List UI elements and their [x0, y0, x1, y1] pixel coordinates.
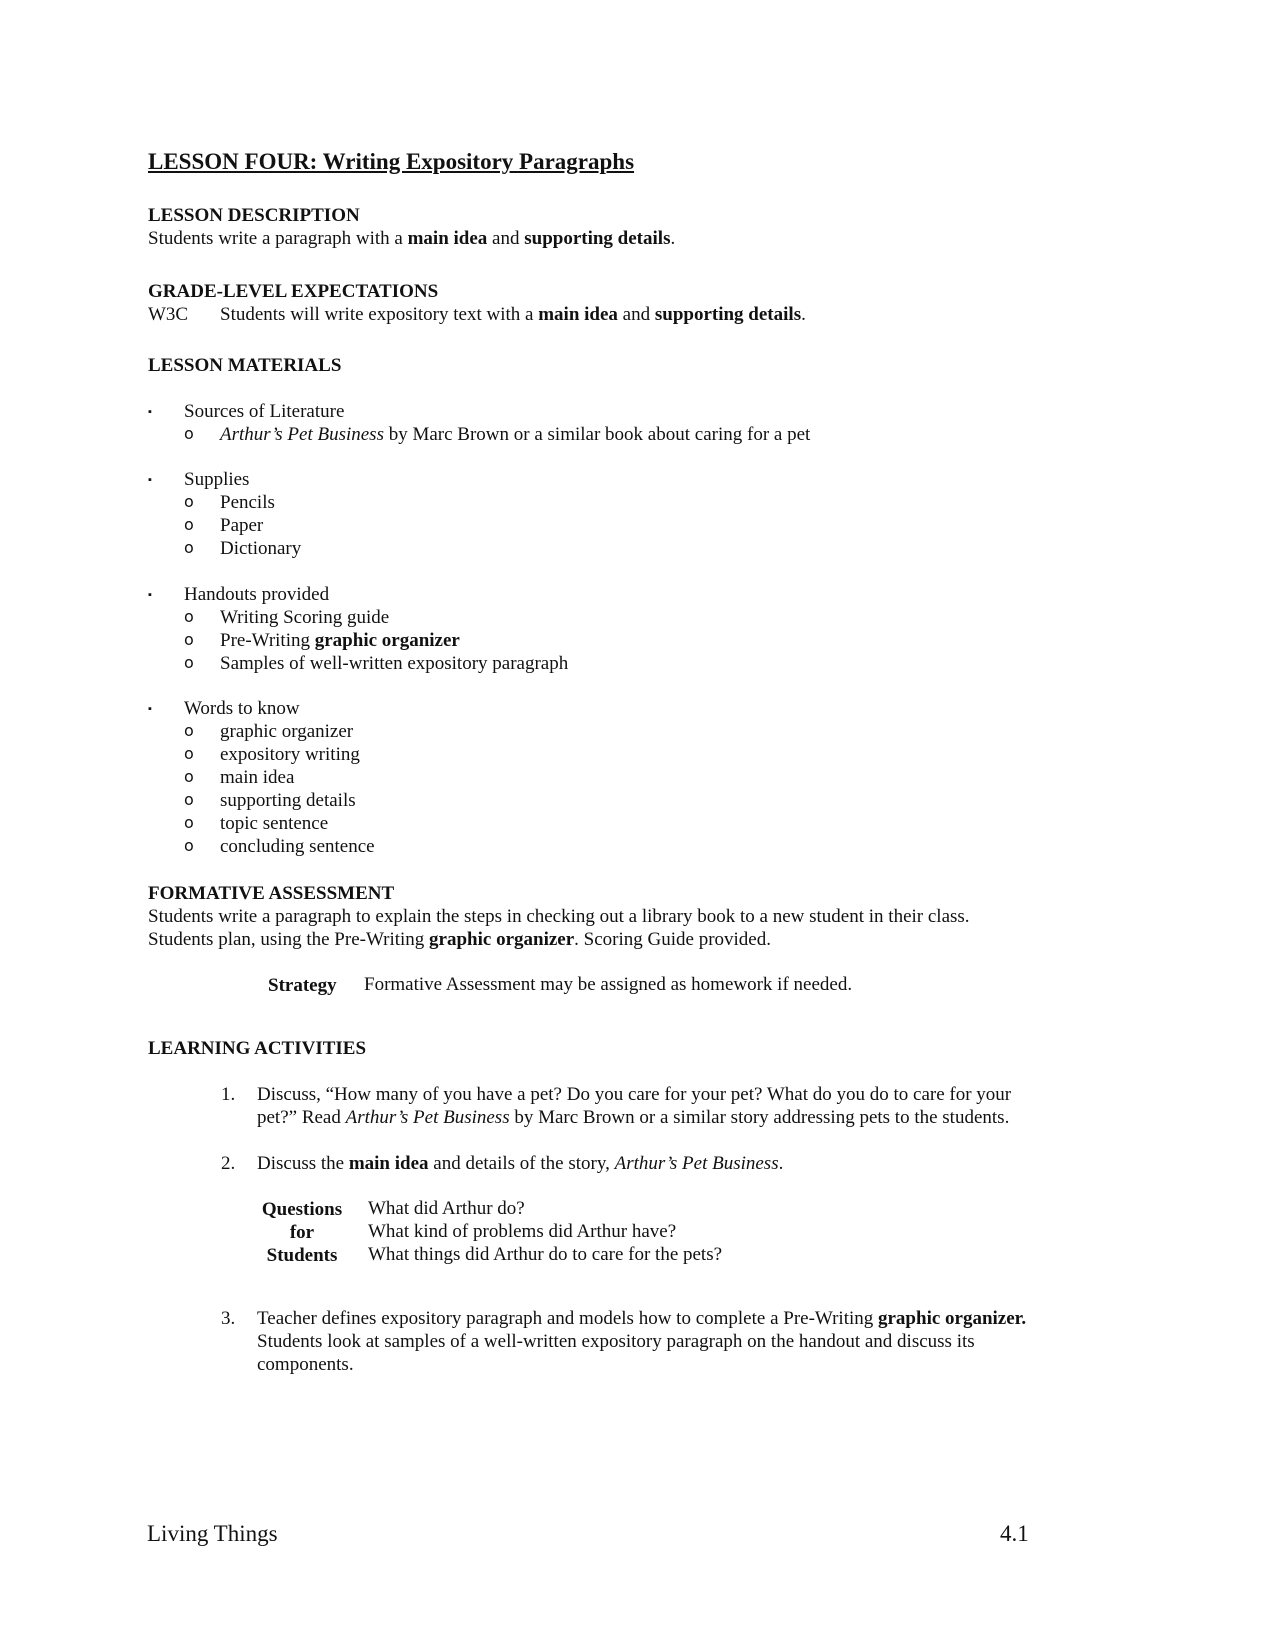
- list-item: Writing Scoring guide: [220, 607, 390, 628]
- words-label: Words to know: [184, 698, 300, 719]
- list-item: main idea: [220, 767, 295, 788]
- question-item: What did Arthur do?: [368, 1198, 525, 1219]
- activity-1-line-2: [257, 1106, 1009, 1129]
- text-run: Students will write expository text with a: [220, 304, 539, 325]
- circle-bullet-icon: o: [184, 813, 194, 832]
- text-run: .: [670, 228, 676, 249]
- gle-heading: GRADE-LEVEL EXPECTATIONS: [148, 281, 439, 302]
- questions-label: Questions: [261, 1199, 343, 1220]
- lesson-description-text: [148, 227, 675, 250]
- gle-code: W3C: [148, 304, 189, 325]
- book-title: Arthur’s Pet Business: [345, 1107, 510, 1128]
- footer-page-number: 4.1: [1000, 1521, 1029, 1546]
- circle-bullet-icon: o: [184, 653, 194, 672]
- square-bullet-icon: ▪: [148, 406, 152, 418]
- text-run: Students plan, using the Pre-Writing: [148, 929, 430, 950]
- text-run: pet?” Read: [257, 1107, 346, 1128]
- questions-label: Students: [266, 1245, 338, 1266]
- activity-number: 2.: [221, 1153, 236, 1174]
- handouts-label: Handouts provided: [184, 584, 330, 605]
- text-run: Teacher defines expository paragraph and models how to complete a Pre-Writing: [257, 1308, 878, 1329]
- list-item: Pencils: [220, 492, 275, 513]
- literature-book: [220, 423, 810, 446]
- bold-term: graphic organizer: [314, 630, 460, 651]
- formative-heading: FORMATIVE ASSESSMENT: [148, 883, 395, 904]
- circle-bullet-icon: o: [184, 515, 194, 534]
- bold-term: main idea: [538, 304, 618, 325]
- supplies-label: Supplies: [184, 469, 250, 490]
- activity-1-line-1: Discuss, “How many of you have a pet? Do you care for your pet? What do you do to care for your: [257, 1084, 1012, 1105]
- text-run: .: [778, 1153, 784, 1174]
- list-item: expository writing: [220, 744, 360, 765]
- lesson-description-heading: LESSON DESCRIPTION: [148, 205, 360, 226]
- square-bullet-icon: ▪: [148, 589, 152, 601]
- text-run: . Scoring Guide provided.: [574, 929, 771, 950]
- gle-text: [220, 303, 806, 326]
- circle-bullet-icon: o: [184, 744, 194, 763]
- text-run: Students write a paragraph with a: [148, 228, 408, 249]
- list-item: concluding sentence: [220, 836, 375, 857]
- circle-bullet-icon: o: [184, 607, 194, 626]
- activities-heading: LEARNING ACTIVITIES: [148, 1038, 367, 1059]
- list-item: Paper: [220, 515, 264, 536]
- circle-bullet-icon: o: [184, 630, 194, 649]
- text-run: and: [617, 304, 655, 325]
- bold-term: graphic organizer: [429, 929, 575, 950]
- book-title: Arthur’s Pet Business: [614, 1153, 779, 1174]
- formative-line-2: [148, 928, 771, 951]
- circle-bullet-icon: o: [184, 538, 194, 557]
- square-bullet-icon: ▪: [148, 474, 152, 486]
- circle-bullet-icon: o: [184, 492, 194, 511]
- list-item: supporting details: [220, 790, 356, 811]
- circle-bullet-icon: o: [184, 721, 194, 740]
- list-item: Dictionary: [220, 538, 302, 559]
- question-item: What things did Arthur do to care for the pets?: [368, 1244, 723, 1265]
- bold-term: main idea: [348, 1153, 429, 1174]
- text-run: by Marc Brown or a similar book about caring for a pet: [383, 424, 811, 445]
- lesson-materials-heading: LESSON MATERIALS: [148, 355, 342, 376]
- page-title: LESSON FOUR: Writing Expository Paragraphs: [148, 149, 635, 174]
- activity-number: 1.: [221, 1084, 236, 1105]
- question-item: What kind of problems did Arthur have?: [368, 1221, 677, 1242]
- circle-bullet-icon: o: [184, 836, 194, 855]
- formative-line-1: Students write a paragraph to explain the steps in checking out a library book to a new student in their class.: [148, 906, 970, 927]
- footer-unit-title: Living Things: [147, 1521, 278, 1546]
- bold-term: supporting details: [654, 304, 802, 325]
- square-bullet-icon: ▪: [148, 703, 152, 715]
- text-run: Pre-Writing: [220, 630, 315, 651]
- activity-3-line-2: Students look at samples of a well-written expository paragraph on the handout and discuss its: [257, 1331, 975, 1352]
- text-run: Discuss the: [257, 1153, 349, 1174]
- activity-2-text: [257, 1152, 783, 1175]
- list-item: graphic organizer: [220, 721, 354, 742]
- literature-label: Sources of Literature: [184, 401, 345, 422]
- circle-bullet-icon: o: [184, 790, 194, 809]
- list-item: Samples of well-written expository paragraph: [220, 653, 569, 674]
- list-item: [220, 629, 460, 652]
- circle-bullet-icon: o: [184, 767, 194, 786]
- activity-number: 3.: [221, 1308, 236, 1329]
- book-title: Arthur’s Pet Business: [220, 424, 384, 445]
- bold-term: main idea: [407, 228, 488, 249]
- strategy-label: Strategy: [268, 975, 337, 996]
- questions-label: for: [289, 1222, 315, 1243]
- activity-3-line-1: [257, 1307, 1026, 1330]
- bold-term: supporting details: [524, 228, 671, 249]
- strategy-text: Formative Assessment may be assigned as homework if needed.: [364, 974, 853, 995]
- text-run: by Marc Brown or a similar story addressing pets to the students.: [509, 1107, 1010, 1128]
- text-run: .: [801, 304, 806, 325]
- bold-term: graphic organizer.: [878, 1308, 1027, 1329]
- list-item: topic sentence: [220, 813, 329, 834]
- text-run: and: [487, 228, 525, 249]
- text-run: and details of the story,: [428, 1153, 615, 1174]
- activity-3-line-3: components.: [257, 1354, 354, 1375]
- circle-bullet-icon: o: [184, 424, 194, 443]
